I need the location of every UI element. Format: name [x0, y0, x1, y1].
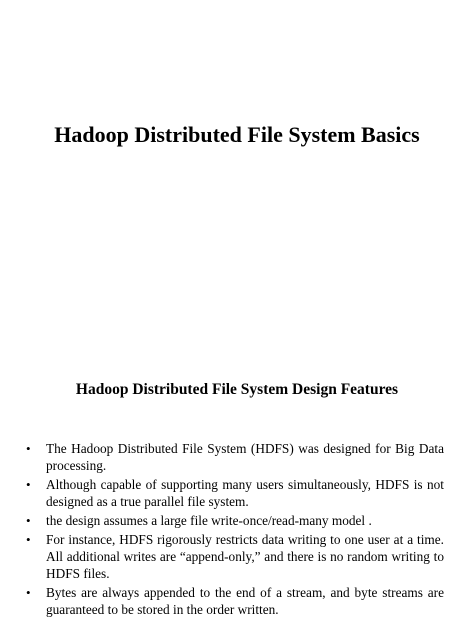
bullet-text: For instance, HDFS rigorously restricts data writing to one user at a time. All additional writes are “append-only,” and there is no random writing to HDFS files.	[46, 532, 444, 581]
bullet-icon: •	[26, 513, 31, 528]
bullet-item	[0, 531, 474, 582]
bullet-item	[0, 584, 474, 618]
bullet-icon: •	[26, 477, 31, 492]
bullet-icon: •	[26, 585, 31, 600]
bullet-text: the design assumes a large file write-once/read-many model .	[46, 513, 372, 528]
document-title: Hadoop Distributed File System Basics	[54, 122, 420, 147]
section-heading: Hadoop Distributed File System Design Features	[75, 381, 399, 398]
bullet-icon: •	[26, 532, 31, 547]
bullet-icon: •	[26, 441, 31, 456]
bullet-item	[0, 476, 474, 510]
bullet-text: Although capable of supporting many users simultaneously, HDFS is not designed as a true parallel file system.	[46, 477, 444, 509]
bullet-item	[0, 440, 474, 474]
bullet-list	[0, 440, 474, 620]
bullet-item	[0, 512, 474, 529]
bullet-text: The Hadoop Distributed File System (HDFS) was designed for Big Data processing.	[46, 441, 444, 473]
bullet-text: Bytes are always appended to the end of a stream, and byte streams are guaranteed to be stored in the order written.	[46, 585, 444, 617]
